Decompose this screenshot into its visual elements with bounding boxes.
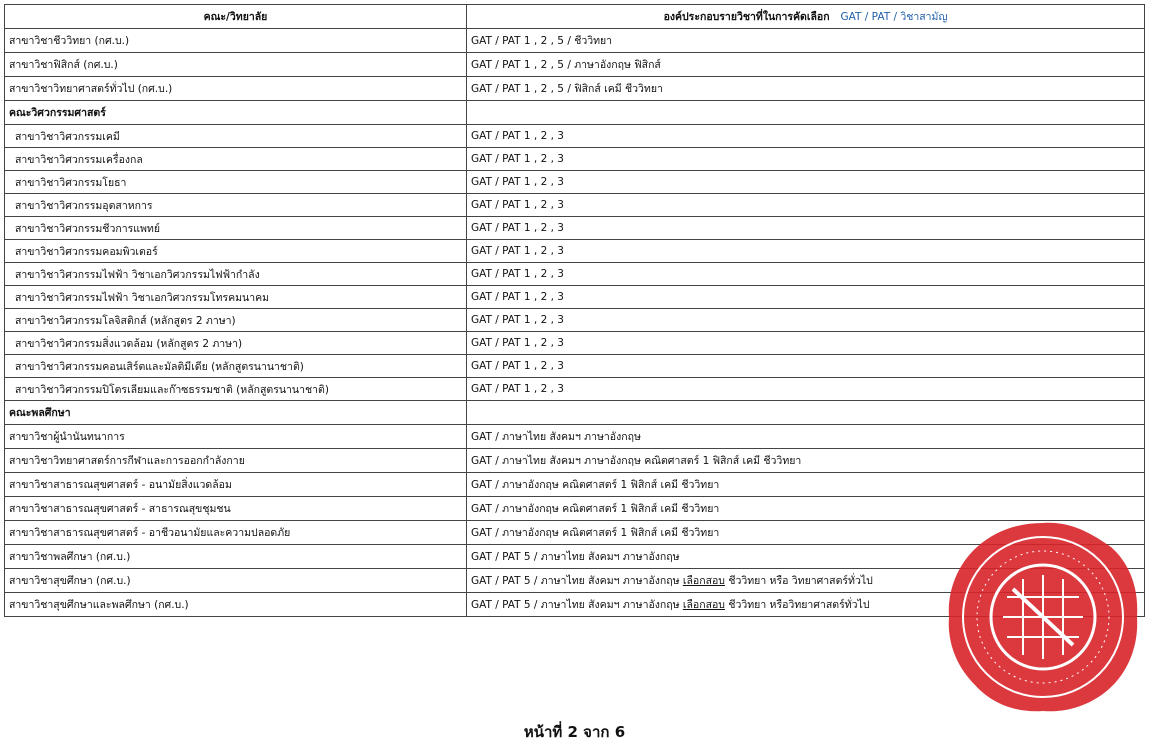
faculty-cell: สาขาวิชาสุขศึกษา (กศ.บ.) [5,569,467,593]
faculty-cell: สาขาวิชาวิทยาศาสตร์การกีฬาและการออกกำลังกาย [5,449,467,473]
faculty-cell: สาขาวิชาวิทยาศาสตร์ทั่วไป (กศ.บ.) [5,77,467,101]
table-row [5,53,1145,77]
subjects-cell: GAT / PAT 1 , 2 , 5 / ภาษาอังกฤษ ฟิสิกส์ [467,53,1145,77]
subjects-cell: GAT / PAT 1 , 2 , 5 / ฟิสิกส์ เคมี ชีววิทยา [467,77,1145,101]
faculty-cell: สาขาวิชาวิศวกรรมโยธา [5,171,467,194]
subjects-cell: GAT / ภาษาไทย สังคมฯ ภาษาอังกฤษ คณิตศาสตร์ 1 ฟิสิกส์ เคมี ชีววิทยา [467,449,1145,473]
subjects-cell: GAT / PAT 1 , 2 , 3 [467,171,1145,194]
table-row [5,309,1145,332]
section-title: คณะวิศวกรรมศาสตร์ [5,101,467,125]
table-row [5,217,1145,240]
faculty-cell: สาขาวิชาฟิสิกส์ (กศ.บ.) [5,53,467,77]
subjects-cell: GAT / PAT 1 , 2 , 3 [467,286,1145,309]
faculty-cell: สาขาวิชาชีววิทยา (กศ.บ.) [5,29,467,53]
subjects-cell: GAT / PAT 1 , 2 , 3 [467,148,1145,171]
table-row [5,286,1145,309]
table-row [5,240,1145,263]
page-number: หน้าที่ 2 จาก 6 [523,723,626,741]
header-subjects-highlight: GAT / PAT / วิชาสามัญ [840,11,948,23]
table-row [5,425,1145,449]
section-row-physical-education [5,401,1145,425]
subjects-cell: GAT / PAT 1 , 2 , 3 [467,263,1145,286]
table-row [5,125,1145,148]
subjects-text: GAT / PAT 5 / ภาษาไทย สังคมฯ ภาษาอังกฤษ [471,575,680,587]
table-row [5,332,1145,355]
subjects-cell: GAT / PAT 1 , 2 , 3 [467,378,1145,401]
faculty-cell: สาขาวิชาวิศวกรรมปิโตรเลียมและก๊าซธรรมชาติ (หลักสูตรนานาชาติ) [5,378,467,401]
subjects-cell: GAT / PAT 1 , 2 , 3 [467,194,1145,217]
faculty-cell: สาขาวิชาผู้นำนันทนาการ [5,425,467,449]
subjects-cell: GAT / PAT 1 , 2 , 3 [467,332,1145,355]
faculty-cell: สาขาวิชาสาธารณสุขศาสตร์ - อาชีวอนามัยและความปลอดภัย [5,521,467,545]
subjects-cell: GAT / PAT 1 , 2 , 3 [467,309,1145,332]
table-row [5,449,1145,473]
table-row [5,355,1145,378]
subjects-cell: GAT / PAT 1 , 2 , 5 / ชีววิทยา [467,29,1145,53]
section-blank-cell [467,401,1145,425]
faculty-cell: สาขาวิชาสุขศึกษาและพลศึกษา (กศ.บ.) [5,593,467,617]
subjects-cell: GAT / PAT 5 / ภาษาไทย สังคมฯ ภาษาอังกฤษ [467,545,1145,569]
subjects-cell: GAT / ภาษาไทย สังคมฯ ภาษาอังกฤษ [467,425,1145,449]
faculty-cell: สาขาวิชาวิศวกรรมสิ่งแวดล้อม (หลักสูตร 2 ภาษา) [5,332,467,355]
faculty-cell: สาขาวิชาวิศวกรรมคอนเสิร์ตและมัลติมีเดีย (หลักสูตรนานาชาติ) [5,355,467,378]
subjects-cell: GAT / PAT 1 , 2 , 3 [467,217,1145,240]
faculty-cell: สาขาวิชาพลศึกษา (กศ.บ.) [5,545,467,569]
table-row [5,171,1145,194]
faculty-cell: สาขาวิชาวิศวกรรมชีวการแพทย์ [5,217,467,240]
subjects-text: ชีววิทยา หรือวิทยาศาสตร์ทั่วไป [728,599,870,611]
faculty-cell: สาขาวิชาสาธารณสุขศาสตร์ - อนามัยสิ่งแวดล้อม [5,473,467,497]
section-blank-cell [467,101,1145,125]
table-row [5,194,1145,217]
table-row [5,77,1145,101]
header-subjects [467,5,1145,29]
faculty-cell: สาขาวิชาวิศวกรรมไฟฟ้า วิชาเอกวิศวกรรมโทรคมนาคม [5,286,467,309]
faculty-cell: สาขาวิชาวิศวกรรมโลจิสติกส์ (หลักสูตร 2 ภาษา) [5,309,467,332]
subjects-underlined: เลือกสอบ [682,575,725,587]
subjects-underlined: เลือกสอบ [682,599,725,611]
table-row [5,473,1145,497]
subjects-cell: GAT / ภาษาอังกฤษ คณิตศาสตร์ 1 ฟิสิกส์ เคมี ชีววิทยา [467,521,1145,545]
table-row [5,148,1145,171]
faculty-cell: สาขาวิชาวิศวกรรมเคมี [5,125,467,148]
subjects-cell: GAT / PAT 1 , 2 , 3 [467,355,1145,378]
subjects-cell: GAT / PAT 1 , 2 , 3 [467,125,1145,148]
table-row [5,378,1145,401]
table-header-row [5,5,1145,29]
subjects-cell: GAT / PAT 1 , 2 , 3 [467,240,1145,263]
subjects-text: ชีววิทยา หรือ วิทยาศาสตร์ทั่วไป [728,575,873,587]
subjects-cell: GAT / ภาษาอังกฤษ คณิตศาสตร์ 1 ฟิสิกส์ เคมี ชีววิทยา [467,497,1145,521]
section-row-engineering [5,101,1145,125]
section-title: คณะพลศึกษา [5,401,467,425]
subjects-text: GAT / PAT 5 / ภาษาไทย สังคมฯ ภาษาอังกฤษ [471,599,680,611]
header-subjects-prefix: องค์ประกอบรายวิชาที่ในการคัดเลือก [663,11,830,23]
subjects-cell: GAT / ภาษาอังกฤษ คณิตศาสตร์ 1 ฟิสิกส์ เคมี ชีววิทยา [467,473,1145,497]
header-faculty: คณะ/วิทยาลัย [5,5,467,29]
faculty-cell: สาขาวิชาวิศวกรรมเครื่องกล [5,148,467,171]
faculty-cell: สาขาวิชาวิศวกรรมคอมพิวเตอร์ [5,240,467,263]
faculty-cell: สาขาวิชาสาธารณสุขศาสตร์ - สาธารณสุขชุมชน [5,497,467,521]
faculty-cell: สาขาวิชาวิศวกรรมอุตสาหการ [5,194,467,217]
table-row [5,263,1145,286]
faculty-cell: สาขาวิชาวิศวกรรมไฟฟ้า วิชาเอกวิศวกรรมไฟฟ้ากำลัง [5,263,467,286]
university-seal-icon [943,517,1143,717]
table-row [5,29,1145,53]
